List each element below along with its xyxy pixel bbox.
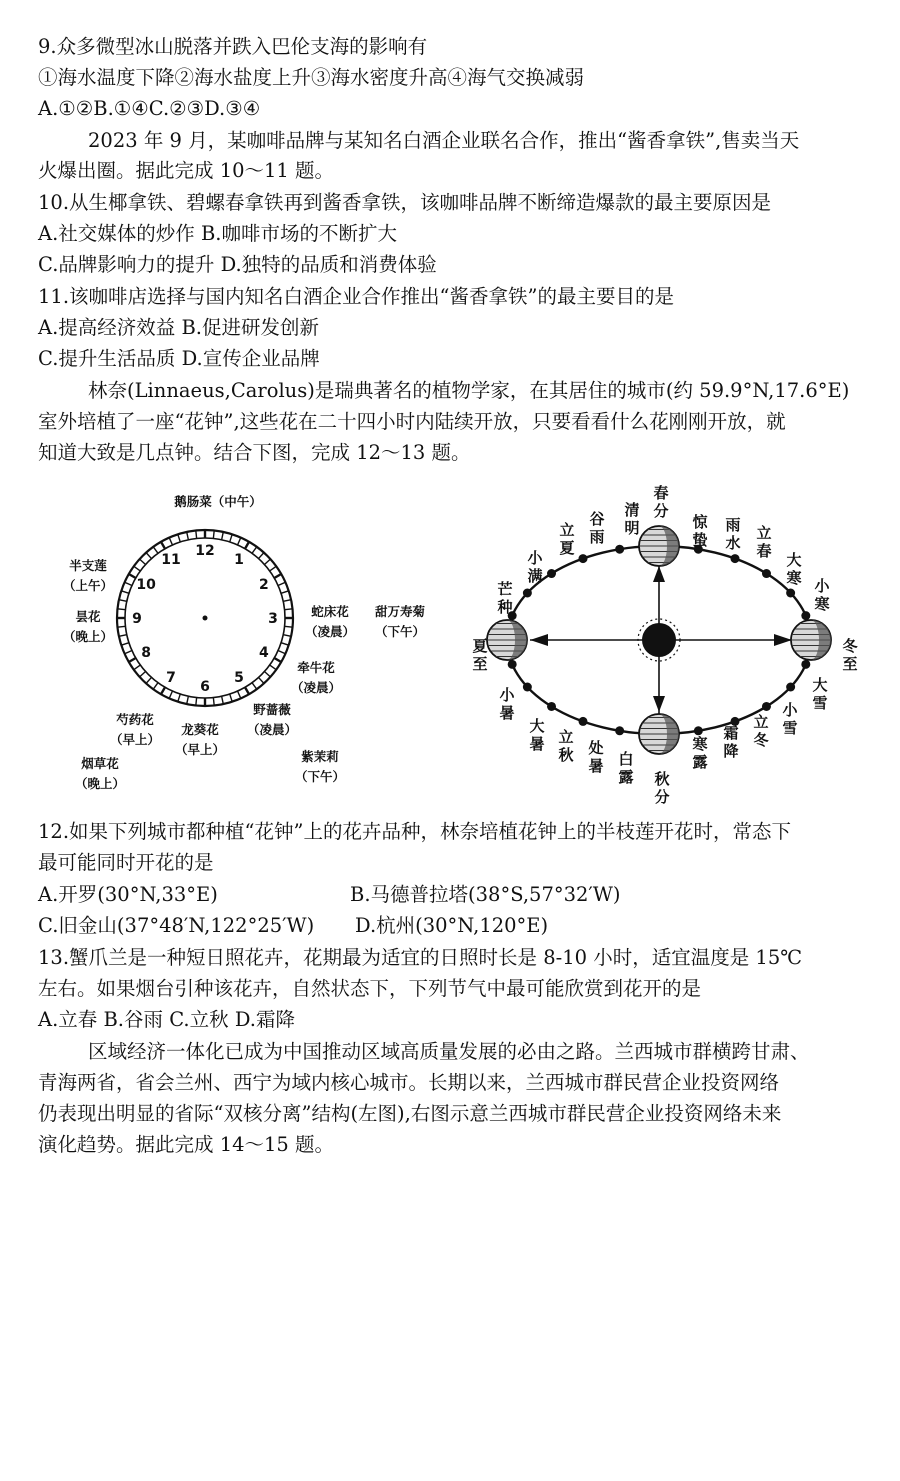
clock-tick (270, 665, 276, 670)
clock-tick (196, 530, 197, 538)
solar-term-char: 至 (472, 655, 488, 673)
solar-term-char: 雪 (782, 719, 798, 737)
solar-term-char: 立 (559, 521, 575, 539)
earth-globe-xiazhi (487, 620, 527, 660)
solar-term-char: 立 (756, 524, 772, 542)
earth-globe-qiufen (639, 714, 679, 754)
solar-term-label-xiaoshu (499, 686, 515, 722)
clock-tick (178, 534, 180, 542)
passage-coffee-line-1: 2023 年 9 月，某咖啡品牌与某知名白酒企业联名合作，推出“酱香拿铁”,售卖当天 (88, 129, 800, 152)
arrow-to-dongzhi (774, 634, 792, 646)
solar-term-char: 夏 (559, 539, 575, 557)
clock-tick (121, 643, 129, 645)
clock-number: 10 (136, 577, 156, 593)
flower-label-zimoli-time: （下午） (294, 769, 346, 784)
solar-terms-orbit-diagram (472, 484, 858, 806)
clock-tick (264, 559, 270, 564)
question-9-items: ①海水温度下降②海水盐度上升③海水密度升高④海气交换减弱 (38, 66, 585, 89)
flower-label-longkuihua-time: （早上） (174, 742, 226, 757)
clock-tick (278, 651, 285, 654)
clock-tick (161, 687, 165, 694)
clock-tick (125, 582, 132, 585)
solar-term-label-lichun (756, 524, 771, 560)
clock-tick (222, 532, 224, 540)
flower-label-yeqiangwei-time: （凌晨） (246, 722, 298, 737)
clock-number: 11 (161, 552, 181, 569)
clock-tick (281, 591, 289, 593)
solar-term-label-xiaoxue (782, 701, 798, 737)
clock-tick (245, 542, 249, 549)
orbit-dot-bailu (615, 726, 624, 735)
solar-term-char: 小 (499, 686, 515, 704)
flower-label-qianniuhua-name: 牵牛花 (297, 660, 335, 675)
solar-term-label-qingming (624, 501, 639, 537)
clock-tick (259, 553, 264, 559)
solar-term-label-dahan (786, 551, 801, 587)
orbit-dot-liqiu (547, 702, 556, 711)
solar-term-char: 大 (529, 717, 545, 735)
solar-term-label-bailu (618, 750, 633, 786)
solar-term-label-yushui (725, 516, 740, 552)
solar-term-char: 种 (497, 598, 513, 616)
clock-tick (270, 566, 276, 571)
clock-number: 5 (234, 669, 244, 686)
passage-linnaeus-line-2: 室外培植了一座“花钟”,这些花在二十四小时内陆续开放，只要看看什么花刚刚开放，就 (38, 410, 786, 433)
clock-tick (117, 609, 125, 610)
orbit-dot-daxue (801, 660, 810, 669)
figures (0, 478, 900, 808)
solar-term-char: 满 (527, 567, 543, 585)
clock-tick (187, 532, 189, 540)
solar-term-label-mangzhong (496, 580, 512, 616)
solar-term-char: 露 (618, 768, 634, 786)
flower-label-zimoli-name: 紫茉莉 (301, 749, 339, 764)
clock-tick (252, 683, 257, 689)
solar-term-char: 立 (753, 713, 769, 731)
solar-term-label-dashu (529, 717, 544, 753)
solar-term-char: 分 (654, 788, 670, 806)
sun-icon (638, 619, 680, 661)
orbit-dot-lixia (547, 569, 556, 578)
solar-term-label-xiazhi (472, 637, 487, 673)
solar-term-label-daxue (812, 676, 827, 712)
solar-term-char: 蛰 (692, 531, 708, 549)
solar-term-label-chushu (588, 739, 603, 775)
solar-term-label-qiufen (653, 770, 669, 806)
clock-tick (169, 691, 172, 698)
solar-term-label-guyu (589, 510, 604, 546)
flower-label-tianwanshouju-time: （下午） (374, 624, 426, 639)
clock-tick (196, 698, 197, 706)
solar-term-char: 立 (558, 728, 574, 746)
arrow-to-qiufen (653, 696, 665, 712)
question-9-options: A.①②B.①④C.②③D.③④ (38, 97, 261, 120)
passage-lanxi-line-1: 区域经济一体化已成为中国推动区域高质量发展的必由之路。兰西城市群横跨甘肃、 (88, 1040, 810, 1063)
solar-term-char: 白 (618, 750, 634, 768)
clock-tick (238, 538, 241, 545)
earth-globe-chunfen (639, 526, 679, 566)
clock-tick (285, 626, 293, 627)
solar-term-char: 至 (842, 655, 858, 673)
solar-term-char: 小 (814, 577, 830, 595)
flower-label-yancaohua-time: （晚上） (74, 776, 126, 791)
clock-number: 7 (166, 669, 176, 686)
clock-tick (238, 691, 241, 698)
orbit-dot-yushui (731, 554, 740, 563)
clock-number: 3 (268, 611, 278, 627)
clock-tick (140, 672, 146, 677)
flower-label-yeqiangwei-name: 野蔷薇 (253, 702, 291, 717)
clock-tick (274, 574, 281, 578)
question-12-option-c: C.旧金山(37°48′N,122°25′W) (38, 914, 315, 937)
solar-term-label-lixia (559, 521, 574, 557)
solar-term-char: 芒 (497, 580, 513, 598)
solar-term-char: 寒 (786, 569, 802, 587)
question-11-options-cd: C.提升生活品质 D.宣传企业品牌 (38, 347, 320, 370)
solar-term-char: 大 (786, 551, 802, 569)
clock-tick (283, 635, 291, 637)
flower-label-yancaohua-name: 烟草花 (81, 756, 119, 771)
clock-tick (121, 591, 129, 593)
clock-tick (283, 600, 291, 602)
orbit-dot-xiaoxue (786, 683, 795, 692)
flower-label-tanhua-name: 昙花 (75, 609, 101, 624)
solar-term-label-xiaohan (814, 577, 830, 613)
clock-number: 6 (200, 679, 210, 695)
clock-tick (178, 694, 180, 702)
solar-term-char: 春 (653, 484, 669, 502)
passage-lanxi-line-2: 青海两省，省会兰州、西宁为域内核心城市。长期以来，兰西城市群民营企业投资网络 (38, 1071, 780, 1094)
orbit-dot-chushu (579, 717, 588, 726)
clock-tick (264, 672, 270, 677)
orbit-dot-dahan (786, 589, 795, 598)
question-12-stem-line-2: 最可能同时开花的是 (38, 851, 214, 874)
clock-number: 2 (259, 577, 269, 593)
clock-tick (259, 677, 264, 683)
solar-term-char: 分 (653, 502, 669, 520)
flower-clock-diagram (63, 494, 426, 791)
orbit-dot-dashu (523, 683, 532, 692)
clock-tick (281, 643, 289, 645)
orbit-dot-guyu (579, 554, 588, 563)
clock-tick (129, 658, 136, 662)
orbit-dot-hanlu (694, 726, 703, 735)
flower-label-tanhua-time: （晚上） (62, 629, 114, 644)
question-13-stem-line-1: 13.蟹爪兰是一种短日照花卉，花期最为适宜的日照时长是 8-10 小时，适宜温度是 15℃ (38, 946, 803, 969)
clock-tick (245, 687, 249, 694)
solar-term-char: 明 (624, 519, 640, 537)
clock-tick (230, 694, 232, 702)
question-12-option-d: D.杭州(30°N,120°E) (355, 914, 549, 937)
flower-label-shechuanghua-name: 蛇床花 (311, 604, 349, 619)
clock-tick (134, 665, 140, 670)
flower-label-shaoyaohua-name: 芍药花 (116, 712, 154, 727)
orbit-dot-lichun (762, 569, 771, 578)
question-13-stem-line-2: 左右。如果烟台引种该花卉，自然状态下，下列节气中最可能欣赏到花开的是 (38, 977, 702, 1000)
clock-tick (222, 696, 224, 704)
clock-tick (187, 696, 189, 704)
flower-label-qianniuhua-time: （凌晨） (290, 680, 342, 695)
clock-tick (213, 530, 214, 538)
flower-label-shechuanghua-time: （凌晨） (304, 624, 356, 639)
clock-number: 9 (132, 611, 142, 627)
solar-term-label-lidong (753, 713, 769, 749)
orbit-dot-xiaohan (801, 611, 810, 620)
solar-term-char: 处 (588, 739, 604, 757)
clock-tick (119, 635, 127, 637)
passage-lanxi-line-4: 演化趋势。据此完成 14～15 题。 (38, 1133, 335, 1156)
clock-tick (153, 547, 158, 553)
solar-term-label-xiaoman (527, 549, 543, 585)
flower-label-tianwanshouju-name: 甜万寿菊 (374, 604, 426, 619)
passage-lanxi-line-3: 仍表现出明显的省际“双核分离”结构(左图),右图示意兰西城市群民营企业投资网络未来 (38, 1102, 782, 1125)
solar-term-char: 小 (527, 549, 543, 567)
passage-coffee-line-2: 火爆出圈。据此完成 10～11 题。 (38, 159, 335, 182)
solar-term-label-hanlu (692, 735, 707, 771)
question-13-options: A.立春 B.谷雨 C.立秋 D.霜降 (38, 1008, 295, 1031)
flower-label-banzhilian-name: 半支莲 (69, 558, 107, 573)
clock-tick (161, 542, 165, 549)
clock-tick (129, 574, 136, 578)
solar-term-char: 冬 (753, 731, 769, 749)
solar-term-char: 降 (723, 742, 739, 760)
solar-term-label-chunfen (653, 484, 668, 520)
flower-label-echangcai: 鹅肠菜（中午） (174, 494, 262, 509)
flower-label-banzhilian-time: （上午） (62, 578, 114, 593)
clock-tick (230, 534, 232, 542)
orbit-dot-xiaoshu (508, 660, 517, 669)
solar-term-label-liqiu (557, 728, 573, 764)
arrow-to-chunfen (653, 566, 665, 582)
clock-tick (274, 658, 281, 662)
solar-term-char: 寒 (692, 735, 708, 753)
solar-term-char: 雪 (812, 694, 828, 712)
clock-number: 12 (195, 543, 215, 559)
solar-term-char: 冬 (842, 637, 858, 655)
clock-tick (134, 566, 140, 571)
arrow-to-xiazhi (530, 634, 548, 646)
orbit-dot-xiaoman (523, 589, 532, 598)
clock-number: 4 (259, 645, 269, 661)
solar-term-char: 秋 (558, 746, 574, 764)
clock-tick (285, 609, 293, 610)
question-12-option-b: B.马德普拉塔(38°S,57°32′W) (350, 883, 621, 906)
clock-tick (146, 553, 151, 559)
solar-term-char: 谷 (589, 510, 605, 528)
clock-tick (252, 547, 257, 553)
clock-tick (117, 626, 125, 627)
solar-term-char: 暑 (529, 735, 545, 753)
solar-term-label-jingzhe (692, 513, 708, 549)
solar-term-char: 大 (812, 676, 828, 694)
solar-term-char: 露 (692, 753, 708, 771)
clock-tick (153, 683, 158, 689)
earth-globe-dongzhi (791, 620, 831, 660)
solar-term-label-shuangjiang (723, 724, 738, 760)
solar-term-char: 春 (756, 542, 772, 560)
clock-tick (213, 698, 214, 706)
clock-number: 1 (234, 552, 244, 569)
clock-tick (169, 538, 172, 545)
solar-term-label-dongzhi (842, 637, 858, 673)
solar-term-char: 寒 (814, 595, 830, 613)
clock-number: 8 (141, 645, 151, 661)
clock-tick (278, 582, 285, 585)
solar-term-char: 雨 (589, 528, 605, 546)
solar-term-char: 暑 (499, 704, 515, 722)
solar-term-char: 小 (782, 701, 798, 719)
solar-term-char: 夏 (472, 637, 488, 655)
question-12-stem-line-1: 12.如果下列城市都种植“花钟”上的花卉品种，林奈培植花钟上的半枝莲开花时，常态下 (38, 820, 791, 843)
clock-tick (146, 677, 151, 683)
clock-tick (140, 559, 146, 564)
clock-center-dot (203, 616, 208, 621)
solar-term-char: 惊 (692, 513, 708, 531)
solar-term-char: 霜 (723, 724, 739, 742)
solar-term-char: 清 (624, 501, 640, 519)
question-10-stem: 10.从生椰拿铁、碧螺春拿铁再到酱香拿铁，该咖啡品牌不断缔造爆款的最主要原因是 (38, 191, 772, 214)
clock-tick (119, 600, 127, 602)
solar-term-char: 秋 (654, 770, 670, 788)
question-11-stem: 11.该咖啡店选择与国内知名白酒企业合作推出“酱香拿铁”的最主要目的是 (38, 285, 674, 308)
question-10-options-cd: C.品牌影响力的提升 D.独特的品质和消费体验 (38, 253, 437, 276)
question-12-option-a: A.开罗(30°N,33°E) (38, 883, 218, 906)
clock-tick (125, 651, 132, 654)
passage-linnaeus-line-1: 林奈(Linnaeus,Carolus)是瑞典著名的植物学家，在其居住的城市(约 59.9°N,17.6°E) (88, 379, 850, 402)
question-11-options-ab: A.提高经济效益 B.促进研发创新 (38, 316, 320, 339)
question-10-options-ab: A.社交媒体的炒作 B.咖啡市场的不断扩大 (38, 222, 398, 245)
solar-term-char: 暑 (588, 757, 604, 775)
flower-label-shaoyaohua-time: （早上） (109, 732, 161, 747)
flower-label-longkuihua-name: 龙葵花 (181, 722, 219, 737)
solar-term-char: 水 (725, 534, 741, 552)
passage-linnaeus-line-3: 知道大致是几点钟。结合下图，完成 12～13 题。 (38, 441, 471, 464)
solar-term-char: 雨 (725, 516, 741, 534)
orbit-dot-qingming (615, 545, 624, 554)
orbit-dot-lidong (762, 702, 771, 711)
question-9-stem: 9.众多微型冰山脱落并跌入巴伦支海的影响有 (38, 35, 428, 58)
